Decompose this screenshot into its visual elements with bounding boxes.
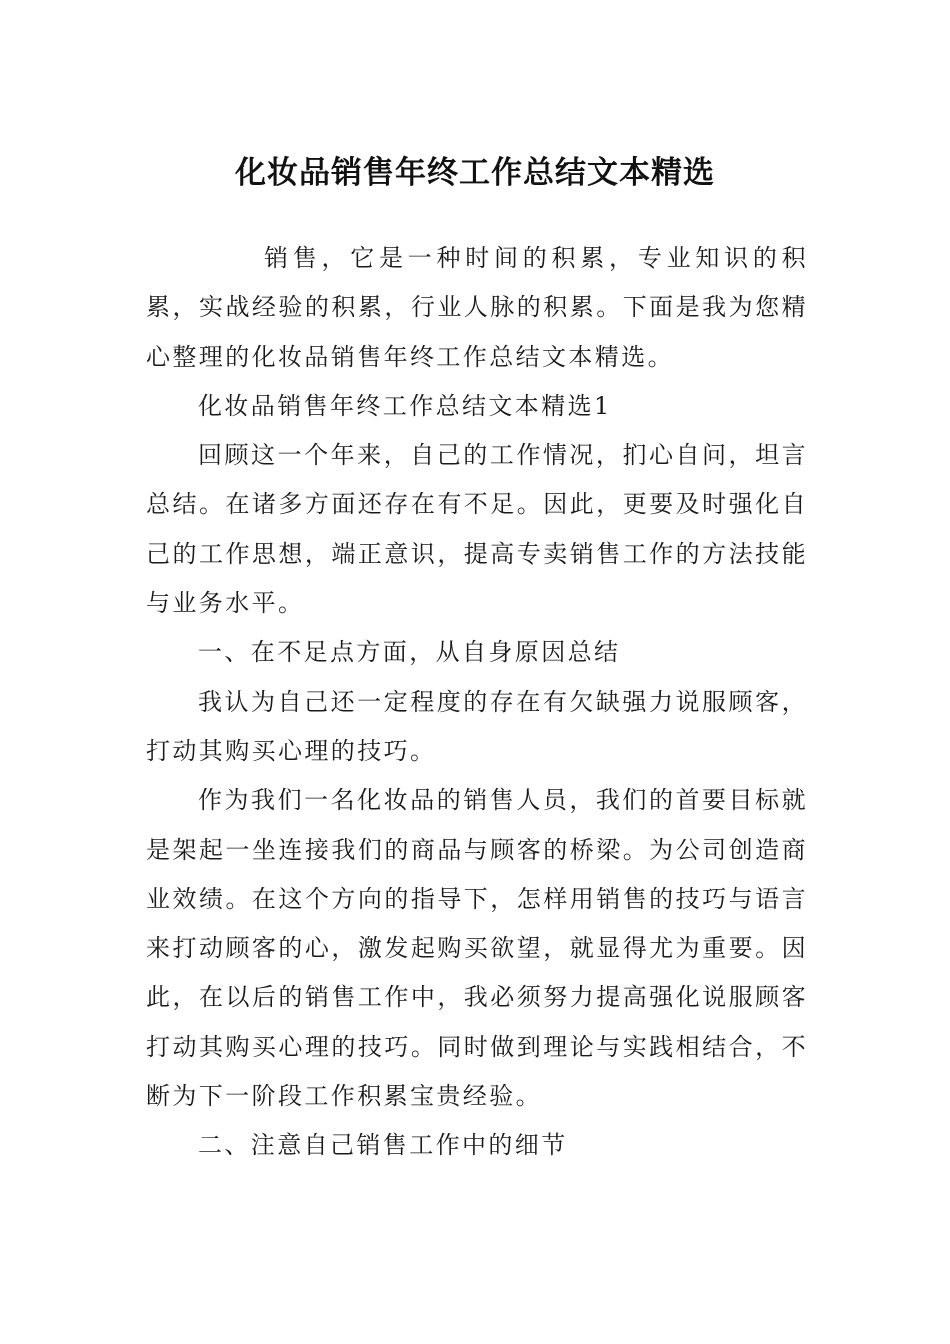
document-body	[146, 234, 808, 1171]
subsection-heading: 二、注意自己销售工作中的细节	[198, 1131, 568, 1160]
document-title: 化妆品销售年终工作总结文本精选	[235, 154, 715, 191]
intro-paragraph: 销售，它是一种时间的积累，专业知识的积累，实战经验的积累，行业人脉的积累。下面是我为您精心整理的化妆品销售年终工作总结文本精选。	[146, 244, 808, 371]
body-paragraph: 我认为自己还一定程度的存在有欠缺强力说服顾客，打动其购买心理的技巧。	[146, 687, 808, 765]
section-heading: 化妆品销售年终工作总结文本精选1	[198, 391, 612, 420]
subsection-heading: 一、在不足点方面，从自身原因总结	[198, 638, 621, 667]
body-paragraph: 回顾这一个年来，自己的工作情况，扪心自问，坦言总结。在诸多方面还存在有不足。因此，更要及时强化自己的工作思想，端正意识，提高专卖销售工作的方法技能与业务水平。	[146, 441, 808, 618]
body-paragraph: 作为我们一名化妆品的销售人员，我们的首要目标就是架起一坐连接我们的商品与顾客的桥梁。为公司创造商业效绩。在这个方向的指导下，怎样用销售的技巧与语言来打动顾客的心，激发起购买欲望，就显得尤为重要。因此，在以后的销售工作中，我必须努力提高强化说服顾客打动其购买心理的技巧。同时做到理论与实践相结合，不断为下一阶段工作积累宝贵经验。	[146, 786, 808, 1111]
